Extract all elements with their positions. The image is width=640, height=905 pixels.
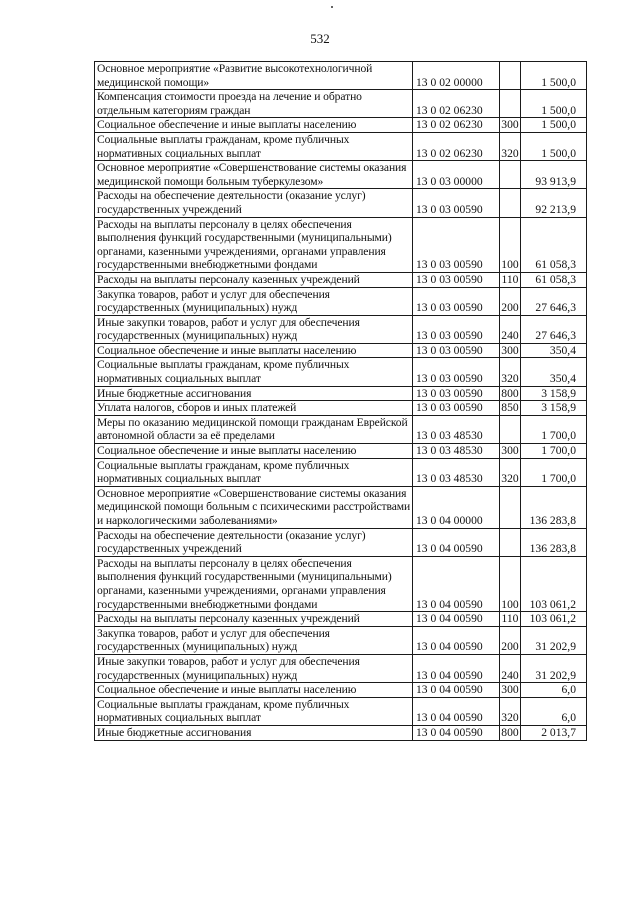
- row-amount-cell: 3 158,9: [521, 401, 587, 416]
- row-amount-cell: 1 500,0: [521, 118, 587, 133]
- row-amount-cell: 2 013,7: [521, 725, 587, 740]
- row-name-cell: Социальные выплаты гражданам, кроме публичных нормативных социальных выплат: [95, 132, 413, 160]
- row-name-cell: Уплата налогов, сборов и иных платежей: [95, 401, 413, 416]
- row-name-cell: Иные закупки товаров, работ и услуг для обеспечения государственных (муниципальных) нужд: [95, 654, 413, 682]
- row-code-cell: 13 0 04 00590: [413, 725, 500, 740]
- table-row: [95, 358, 587, 386]
- row-code-cell: 13 0 04 00000: [413, 486, 500, 528]
- row-expense-type-cell: 800: [501, 725, 519, 739]
- row-code-cell: 13 0 03 00000: [413, 161, 500, 189]
- row-name-cell: Социальное обеспечение и иные выплаты населению: [95, 343, 413, 358]
- row-amount-cell: 27 646,3: [521, 315, 587, 343]
- row-name-cell: Расходы на обеспечение деятельности (оказание услуг) государственных учреждений: [95, 189, 413, 217]
- table-row: [95, 90, 587, 118]
- table-row: [95, 287, 587, 315]
- table-row: [95, 444, 587, 459]
- row-name-cell: Расходы на выплаты персоналу казенных учреждений: [95, 612, 413, 627]
- row-code-cell: 13 0 04 00590: [413, 683, 500, 698]
- row-name-cell: Закупка товаров, работ и услуг для обеспечения государственных (муниципальных) нужд: [95, 287, 413, 315]
- row-code-cell: 13 0 02 06230: [413, 118, 500, 133]
- row-expense-type-cell: [500, 62, 521, 90]
- row-expense-type-cell: 240: [500, 654, 521, 682]
- table-row: [95, 272, 587, 287]
- row-name-cell: Социальное обеспечение и иные выплаты населению: [95, 444, 413, 459]
- table-row: [95, 528, 587, 556]
- row-amount-cell: 1 500,0: [521, 62, 587, 90]
- row-amount-cell: 1 700,0: [521, 458, 587, 486]
- table-row: [95, 612, 587, 627]
- row-expense-type-cell: 320: [500, 358, 521, 386]
- row-code-cell: 13 0 04 00590: [413, 556, 500, 611]
- row-amount-cell: 27 646,3: [521, 287, 587, 315]
- row-name-cell: Социальные выплаты гражданам, кроме публичных нормативных социальных выплат: [95, 458, 413, 486]
- row-name-cell: Расходы на выплаты персоналу казенных учреждений: [95, 272, 413, 287]
- table-row: [95, 118, 587, 133]
- row-code-cell: 13 0 02 00000: [413, 62, 500, 90]
- row-expense-type-cell: [500, 528, 521, 556]
- row-code-cell: 13 0 03 00590: [413, 315, 500, 343]
- row-expense-type-cell: 800: [501, 386, 519, 400]
- row-name-cell: Социальное обеспечение и иные выплаты населению: [95, 118, 413, 133]
- row-amount-cell: 1 700,0: [521, 415, 587, 443]
- row-expense-type-cell: 100: [500, 556, 521, 611]
- row-code-cell: 13 0 03 48530: [413, 415, 500, 443]
- scan-artifact-dot: [331, 6, 333, 8]
- table-row: [95, 161, 587, 189]
- row-code-cell: 13 0 03 48530: [413, 444, 500, 459]
- table-row: [95, 697, 587, 725]
- table-row: [95, 217, 587, 272]
- row-name-cell: Компенсация стоимости проезда на лечение и обратно отдельным категориям граждан: [95, 90, 413, 118]
- row-name-cell: Социальные выплаты гражданам, кроме публичных нормативных социальных выплат: [95, 697, 413, 725]
- row-expense-type-cell: [500, 90, 521, 118]
- row-name-cell: Расходы на обеспечение деятельности (оказание услуг) государственных учреждений: [95, 528, 413, 556]
- row-code-cell: 13 0 03 00590: [413, 272, 500, 287]
- row-expense-type-cell: 200: [500, 287, 521, 315]
- row-amount-cell: 136 283,8: [521, 486, 587, 528]
- row-amount-cell: 92 213,9: [521, 189, 587, 217]
- row-expense-type-cell: 320: [500, 458, 521, 486]
- table-row: [95, 189, 587, 217]
- row-name-cell: Закупка товаров, работ и услуг для обеспечения государственных (муниципальных) нужд: [95, 626, 413, 654]
- row-amount-cell: 136 283,8: [521, 528, 587, 556]
- row-code-cell: 13 0 03 00590: [413, 401, 500, 416]
- budget-table-body: [95, 62, 587, 741]
- row-expense-type-cell: 300: [501, 683, 519, 697]
- row-code-cell: 13 0 02 06230: [413, 132, 500, 160]
- row-expense-type-cell: 300: [501, 343, 519, 357]
- row-name-cell: Расходы на выплаты персоналу в целях обеспечения выполнения функций государственными (муниципальными) органами, казенными учреждениями, органами управления государственными внебюджетными фондами: [95, 556, 413, 611]
- row-amount-cell: 31 202,9: [521, 626, 587, 654]
- row-code-cell: 13 0 04 00590: [413, 626, 500, 654]
- row-name-cell: Иные закупки товаров, работ и услуг для обеспечения государственных (муниципальных) нужд: [95, 315, 413, 343]
- table-row: [95, 132, 587, 160]
- row-name-cell: Основное мероприятие «Развитие высокотехнологичной медицинской помощи»: [95, 62, 413, 90]
- row-name-cell: Меры по оказанию медицинской помощи гражданам Еврейской автономной области за её пределами: [95, 415, 413, 443]
- budget-table: [94, 61, 587, 741]
- page-number: 532: [310, 31, 330, 46]
- table-row: [95, 683, 587, 698]
- table-row: [95, 556, 587, 611]
- row-amount-cell: 350,4: [521, 358, 587, 386]
- row-amount-cell: 103 061,2: [521, 612, 587, 627]
- table-row: [95, 386, 587, 401]
- table-row: [95, 62, 587, 90]
- row-expense-type-cell: [500, 161, 521, 189]
- row-code-cell: 13 0 03 00590: [413, 343, 500, 358]
- table-row: [95, 486, 587, 528]
- row-expense-type-cell: 240: [500, 315, 521, 343]
- row-amount-cell: 6,0: [521, 697, 587, 725]
- table-row: [95, 343, 587, 358]
- table-row: [95, 725, 587, 740]
- row-expense-type-cell: [500, 415, 521, 443]
- row-amount-cell: 1 700,0: [521, 444, 587, 459]
- row-amount-cell: 61 058,3: [521, 217, 587, 272]
- row-name-cell: Иные бюджетные ассигнования: [95, 386, 413, 401]
- row-name-cell: Иные бюджетные ассигнования: [95, 725, 413, 740]
- row-code-cell: 13 0 04 00590: [413, 697, 500, 725]
- row-name-cell: Основное мероприятие «Совершенствование системы оказания медицинской помощи больным туберкулезом»: [95, 161, 413, 189]
- table-row: [95, 401, 587, 416]
- row-expense-type-cell: 110: [500, 272, 521, 287]
- row-name-cell: Социальное обеспечение и иные выплаты населению: [95, 683, 413, 698]
- row-expense-type-cell: 300: [501, 444, 519, 458]
- row-expense-type-cell: [500, 189, 521, 217]
- table-row: [95, 458, 587, 486]
- row-code-cell: 13 0 04 00590: [413, 528, 500, 556]
- row-code-cell: 13 0 03 00590: [413, 287, 500, 315]
- row-expense-type-cell: 850: [501, 401, 519, 415]
- row-amount-cell: 1 500,0: [521, 90, 587, 118]
- row-expense-type-cell: 300: [501, 118, 519, 132]
- table-row: [95, 415, 587, 443]
- row-amount-cell: 1 500,0: [521, 132, 587, 160]
- row-expense-type-cell: 110: [500, 612, 521, 627]
- table-row: [95, 654, 587, 682]
- row-code-cell: 13 0 03 00590: [413, 358, 500, 386]
- row-expense-type-cell: 320: [500, 132, 521, 160]
- row-expense-type-cell: [500, 486, 521, 528]
- table-row: [95, 315, 587, 343]
- row-amount-cell: 3 158,9: [521, 386, 587, 401]
- row-code-cell: 13 0 03 48530: [413, 458, 500, 486]
- row-code-cell: 13 0 04 00590: [413, 654, 500, 682]
- row-amount-cell: 93 913,9: [521, 161, 587, 189]
- table-row: [95, 626, 587, 654]
- row-amount-cell: 103 061,2: [521, 556, 587, 611]
- row-expense-type-cell: 320: [500, 697, 521, 725]
- row-amount-cell: 350,4: [521, 343, 587, 358]
- row-amount-cell: 6,0: [521, 683, 587, 698]
- row-amount-cell: 61 058,3: [521, 272, 587, 287]
- row-code-cell: 13 0 03 00590: [413, 217, 500, 272]
- row-code-cell: 13 0 02 06230: [413, 90, 500, 118]
- row-code-cell: 13 0 04 00590: [413, 612, 500, 627]
- row-expense-type-cell: 100: [500, 217, 521, 272]
- row-name-cell: Социальные выплаты гражданам, кроме публичных нормативных социальных выплат: [95, 358, 413, 386]
- row-name-cell: Расходы на выплаты персоналу в целях обеспечения выполнения функций государственными (муниципальными) органами, казенными учреждениями, органами управления государственными внебюджетными фондами: [95, 217, 413, 272]
- row-code-cell: 13 0 03 00590: [413, 189, 500, 217]
- row-amount-cell: 31 202,9: [521, 654, 587, 682]
- row-expense-type-cell: 200: [500, 626, 521, 654]
- row-name-cell: Основное мероприятие «Совершенствование системы оказания медицинской помощи больным с психическими расстройствами и наркологическими заболеваниями»: [95, 486, 413, 528]
- row-code-cell: 13 0 03 00590: [413, 386, 500, 401]
